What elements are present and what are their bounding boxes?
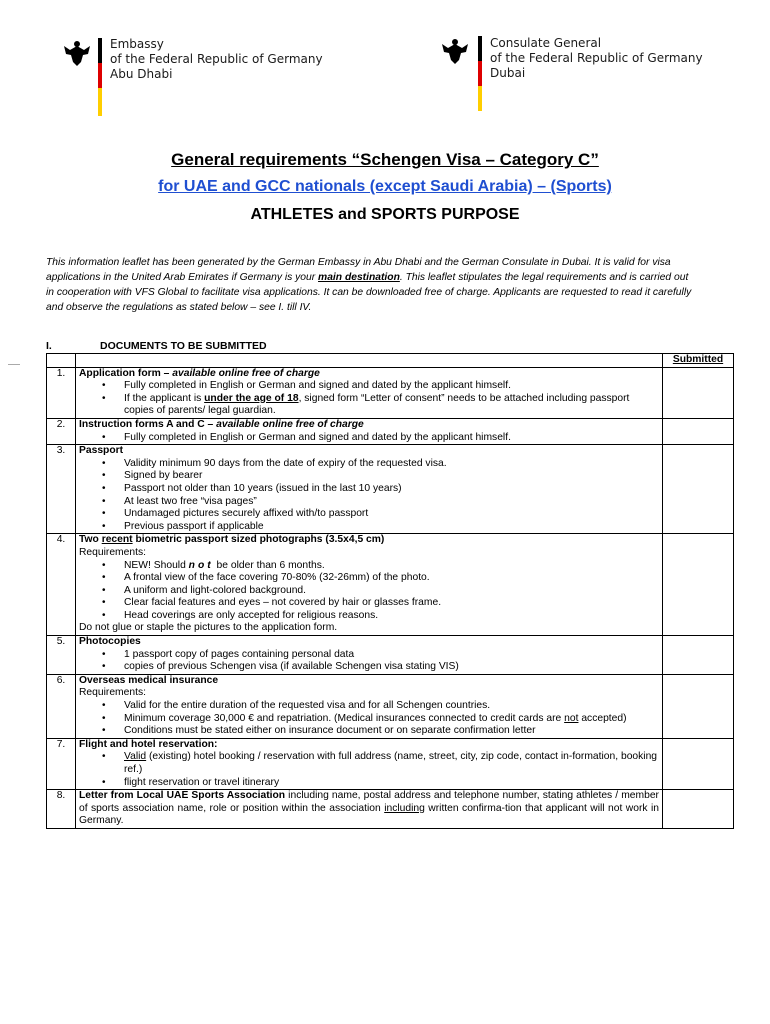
purpose-title: ATHLETES and SPORTS PURPOSE <box>250 206 520 223</box>
submitted-header: Submitted <box>663 354 734 368</box>
documents-table <box>46 353 734 829</box>
list-item: • Valid (existing) hotel booking / reservation with full address (name, street, city, zip code, contact in-formation, booking ref.) <box>124 751 659 776</box>
item-photographs: Two recent biometric passport sized photographs (3.5x4,5 cm) Requirements: • NEW! Should not be older than 6 months. • A frontal view of the face covering 70-80% (32-26mm) of the photo. • A uniform and light-colored background. • Clear facial features and eyes – not covered by hair or glasses frame. • Head coverings are only accepted for religious reasons. Do not glue or staple the pictures to the application form. <box>76 534 663 636</box>
list-item: • Passport not older than 10 years (issued in the last 10 years) <box>124 483 659 496</box>
list-item: • Fully completed in English or German and signed and dated by the applicant himself. <box>124 432 659 445</box>
table-row: 6. Overseas medical insurance Requirements: • Valid for the entire duration of the requested visa and for all Schengen countries. • Minimum coverage 30,000 € and repatriation. (Medical insurances connected to credit cards are not accepted) • Conditions must be stated either on insurance document or on separate confirmation letter <box>47 674 734 738</box>
intro-paragraph: This information leaflet has been generated by the German Embassy in Abu Dhabi and the German Consulate in Dubai. It is valid for visa applications in the United Arab Emirates if Germany is your main destination. This leaflet stipulates the legal requirements and is carried out in cooperation with VFS Global to facilitate visa applications. It can be downloaded free of charge. Applicants are requested to read it carefully and observe the regulations as stated below – see I. till IV. <box>46 257 692 313</box>
list-item: • Clear facial features and eyes – not covered by hair or glasses frame. <box>124 597 659 610</box>
list-item: • Head coverings are only accepted for religious reasons. <box>124 610 659 623</box>
item-photocopies: Photocopies • 1 passport copy of pages containing personal data • copies of previous Schengen visa (if available Schengen visa stating VIS) <box>76 636 663 675</box>
section-number: I. <box>46 340 52 352</box>
table-row: 7. Flight and hotel reservation: • Valid (existing) hotel booking / reservation with full address (name, street, city, zip code, contact in-formation, booking ref.) • flight reservation or travel itinerary <box>47 738 734 789</box>
submitted-checkbox-cell[interactable] <box>663 738 734 789</box>
list-item: • At least two free “visa pages” <box>124 496 659 509</box>
list-item: • copies of previous Schengen visa (if available Schengen visa stating VIS) <box>124 661 659 674</box>
margin-mark <box>8 364 20 365</box>
consulate-logo <box>440 36 470 71</box>
item-medical-insurance: Overseas medical insurance Requirements: • Valid for the entire duration of the requested visa and for all Schengen countries. • Minimum coverage 30,000 € and repatriation. (Medical insurances connected to credit cards are not accepted) • Conditions must be stated either on insurance document or on separate confirmation letter <box>76 674 663 738</box>
flag-bar-left <box>98 38 102 116</box>
list-item: • 1 passport copy of pages containing personal data <box>124 649 659 662</box>
submitted-checkbox-cell[interactable] <box>663 674 734 738</box>
list-item: • Undamaged pictures securely affixed with/to passport <box>124 508 659 521</box>
item-instruction-forms: Instruction forms A and C – available online free of charge • Fully completed in English or German and signed and dated by the applicant himself. <box>76 418 663 444</box>
flag-bar-right <box>478 36 482 111</box>
item-application-form: Application form – available online free of charge • Fully completed in English or German and signed and dated by the applicant himself. • If the applicant is under the age of 18, signed form “Letter of consent” needs to be attached including passport copies of parents/ legal guardian. <box>76 367 663 418</box>
list-item: • Validity minimum 90 days from the date of expiry of the requested visa. <box>124 458 659 471</box>
list-item: • A uniform and light-colored background. <box>124 585 659 598</box>
eagle-icon <box>440 36 470 66</box>
list-item: • Previous passport if applicable <box>124 521 659 534</box>
main-destination-emphasis: main destination <box>318 272 400 283</box>
table-row: 5. Photocopies • 1 passport copy of pages containing personal data • copies of previous Schengen visa (if available Schengen visa stating VIS) <box>47 636 734 675</box>
eagle-icon <box>62 38 92 68</box>
submitted-checkbox-cell[interactable] <box>663 534 734 636</box>
table-row: 8. Letter from Local UAE Sports Association including name, postal address and telephone number, stating athletes / member of sports association name, role or position within the association including written confirma-tion that applicant will not work in Germany. <box>47 790 734 829</box>
item-passport: Passport • Validity minimum 90 days from the date of expiry of the requested visa. • Signed by bearer • Passport not older than 10 years (issued in the last 10 years) • At least two free “visa pages” • Undamaged pictures securely affixed with/to passport • Previous passport if applicable <box>76 445 663 534</box>
table-row: 2. Instruction forms A and C – available online free of charge • Fully completed in English or German and signed and dated by the applicant himself. <box>47 418 734 444</box>
list-item: • If the applicant is under the age of 18, signed form “Letter of consent” needs to be attached including passport copies of parents/ legal guardian. <box>124 393 659 418</box>
page-subtitle: for UAE and GCC nationals (except Saudi Arabia) – (Sports) <box>158 178 612 195</box>
section-title: DOCUMENTS TO BE SUBMITTED <box>100 340 267 352</box>
embassy-name: Embassy of the Federal Republic of Germany Abu Dhabi <box>110 37 323 81</box>
page-title: General requirements “Schengen Visa – Category C” <box>171 150 599 169</box>
list-item: • Conditions must be stated either on insurance document or on separate confirmation letter <box>124 725 659 738</box>
submitted-checkbox-cell[interactable] <box>663 790 734 829</box>
list-item: • Signed by bearer <box>124 470 659 483</box>
list-item: • Minimum coverage 30,000 € and repatriation. (Medical insurances connected to credit cards are not accepted) <box>124 713 659 726</box>
table-row: 1. Application form – available online free of charge • Fully completed in English or German and signed and dated by the applicant himself. • If the applicant is under the age of 18, signed form “Letter of consent” needs to be attached including passport copies of parents/ legal guardian. <box>47 367 734 418</box>
submitted-checkbox-cell[interactable] <box>663 418 734 444</box>
table-row: 4. Two recent biometric passport sized photographs (3.5x4,5 cm) Requirements: • NEW! Should not be older than 6 months. • A frontal view of the face covering 70-80% (32-26mm) of the photo. • A uniform and light-colored background. • Clear facial features and eyes – not covered by hair or glasses frame. • Head coverings are only accepted for religious reasons. Do not glue or staple the pictures to the application form. <box>47 534 734 636</box>
embassy-logo <box>62 38 92 73</box>
consulate-name: Consulate General of the Federal Republic of Germany Dubai <box>490 36 703 80</box>
submitted-checkbox-cell[interactable] <box>663 636 734 675</box>
list-item: • NEW! Should not be older than 6 months. <box>124 560 659 573</box>
table-header-row <box>47 354 734 368</box>
submitted-checkbox-cell[interactable] <box>663 445 734 534</box>
item-flight-hotel: Flight and hotel reservation: • Valid (existing) hotel booking / reservation with full address (name, street, city, zip code, contact in-formation, booking ref.) • flight reservation or travel itinerary <box>76 738 663 789</box>
table-row: 3. Passport • Validity minimum 90 days from the date of expiry of the requested visa. • Signed by bearer • Passport not older than 10 years (issued in the last 10 years) • At least two free “visa pages” • Undamaged pictures securely affixed with/to passport • Previous passport if applicable <box>47 445 734 534</box>
submitted-checkbox-cell[interactable] <box>663 367 734 418</box>
list-item: • Valid for the entire duration of the requested visa and for all Schengen countries. <box>124 700 659 713</box>
item-sports-letter: Letter from Local UAE Sports Association including name, postal address and telephone number, stating athletes / member of sports association name, role or position within the association including written confirma-tion that applicant will not work in Germany. <box>76 790 663 829</box>
list-item: • A frontal view of the face covering 70-80% (32-26mm) of the photo. <box>124 572 659 585</box>
list-item: • Fully completed in English or German and signed and dated by the applicant himself. <box>124 380 659 393</box>
list-item: • flight reservation or travel itinerary <box>124 777 659 790</box>
